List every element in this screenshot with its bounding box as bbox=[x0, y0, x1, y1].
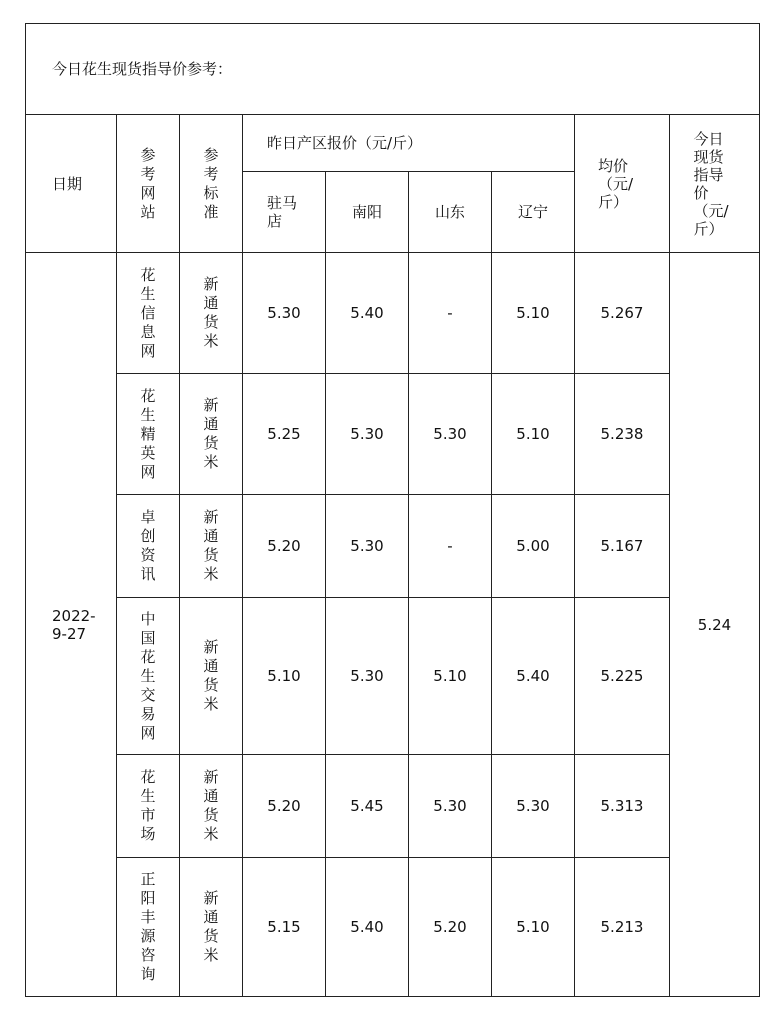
price-average: 5.213 bbox=[575, 858, 670, 997]
price-average: 5.225 bbox=[575, 598, 670, 755]
price-average: 5.313 bbox=[575, 755, 670, 858]
price-liaoning: 5.30 bbox=[492, 755, 575, 858]
site-name: 花生精英网 bbox=[140, 386, 156, 481]
site-cell bbox=[117, 253, 180, 374]
table-row bbox=[26, 495, 760, 598]
table-row bbox=[26, 253, 760, 374]
price-nanyang: 5.40 bbox=[326, 253, 409, 374]
price-zhumadian: 5.25 bbox=[243, 374, 326, 495]
price-average: 5.267 bbox=[575, 253, 670, 374]
date-value: 2022-9-27 bbox=[52, 606, 96, 643]
table-row bbox=[26, 858, 760, 997]
site-name: 花生信息网 bbox=[140, 265, 156, 360]
site-name: 卓创资讯 bbox=[140, 508, 156, 583]
standard-cell bbox=[180, 253, 243, 374]
region-header-shandong: 山东 bbox=[409, 172, 492, 253]
standard-cell bbox=[180, 598, 243, 755]
price-nanyang: 5.30 bbox=[326, 374, 409, 495]
table-row bbox=[26, 374, 760, 495]
date-cell bbox=[26, 253, 117, 997]
price-nanyang: 5.45 bbox=[326, 755, 409, 858]
site-cell bbox=[117, 495, 180, 598]
price-shandong: 5.30 bbox=[409, 374, 492, 495]
standard-header bbox=[180, 115, 243, 253]
price-liaoning: 5.10 bbox=[492, 374, 575, 495]
price-shandong: 5.10 bbox=[409, 598, 492, 755]
price-zhumadian: 5.20 bbox=[243, 755, 326, 858]
site-name: 正阳丰源咨询 bbox=[140, 870, 156, 983]
price-group-header: 昨日产区报价（元/斤） bbox=[243, 115, 575, 172]
standard-name: 新通货米 bbox=[203, 889, 219, 964]
region-header-nanyang: 南阳 bbox=[326, 172, 409, 253]
region-header-liaoning: 辽宁 bbox=[492, 172, 575, 253]
title-row bbox=[26, 24, 760, 115]
site-cell bbox=[117, 598, 180, 755]
site-cell bbox=[117, 858, 180, 997]
standard-name: 新通货米 bbox=[203, 396, 219, 471]
price-zhumadian: 5.10 bbox=[243, 598, 326, 755]
site-header bbox=[117, 115, 180, 253]
price-shandong: 5.30 bbox=[409, 755, 492, 858]
price-shandong: 5.20 bbox=[409, 858, 492, 997]
standard-cell bbox=[180, 495, 243, 598]
price-nanyang: 5.30 bbox=[326, 598, 409, 755]
average-header bbox=[575, 115, 670, 253]
price-liaoning: 5.00 bbox=[492, 495, 575, 598]
site-name: 中国花生交易网 bbox=[140, 609, 156, 742]
table-row bbox=[26, 755, 760, 858]
price-average: 5.167 bbox=[575, 495, 670, 598]
standard-name: 新通货米 bbox=[203, 638, 219, 713]
guide-header-label: 今日现货指导价（元/斤） bbox=[693, 129, 729, 238]
price-liaoning: 5.10 bbox=[492, 253, 575, 374]
region-header-zhumadian bbox=[243, 172, 326, 253]
site-header-label: 参考网站 bbox=[140, 145, 156, 221]
price-shandong: - bbox=[409, 253, 492, 374]
header-row-1 bbox=[26, 115, 760, 172]
standard-header-label: 参考标准 bbox=[203, 145, 219, 221]
date-header: 日期 bbox=[26, 115, 117, 253]
price-nanyang: 5.40 bbox=[326, 858, 409, 997]
site-cell bbox=[117, 755, 180, 858]
price-shandong: - bbox=[409, 495, 492, 598]
standard-name: 新通货米 bbox=[203, 768, 219, 843]
price-zhumadian: 5.15 bbox=[243, 858, 326, 997]
table-title: 今日花生现货指导价参考： bbox=[26, 24, 760, 115]
price-liaoning: 5.10 bbox=[492, 858, 575, 997]
price-nanyang: 5.30 bbox=[326, 495, 409, 598]
standard-cell bbox=[180, 858, 243, 997]
table-row bbox=[26, 598, 760, 755]
standard-cell bbox=[180, 755, 243, 858]
guide-price-value: 5.24 bbox=[697, 615, 732, 634]
price-guide-table bbox=[25, 23, 760, 997]
standard-name: 新通货米 bbox=[203, 508, 219, 583]
site-cell bbox=[117, 374, 180, 495]
standard-cell bbox=[180, 374, 243, 495]
price-liaoning: 5.40 bbox=[492, 598, 575, 755]
standard-name: 新通货米 bbox=[203, 275, 219, 350]
average-header-label: 均价（元/斤） bbox=[598, 156, 634, 211]
guide-header bbox=[670, 115, 760, 253]
guide-price-cell bbox=[670, 253, 760, 997]
region-label-zhumadian: 驻马店 bbox=[267, 194, 298, 230]
price-average: 5.238 bbox=[575, 374, 670, 495]
site-name: 花生市场 bbox=[140, 768, 156, 843]
price-zhumadian: 5.20 bbox=[243, 495, 326, 598]
price-zhumadian: 5.30 bbox=[243, 253, 326, 374]
